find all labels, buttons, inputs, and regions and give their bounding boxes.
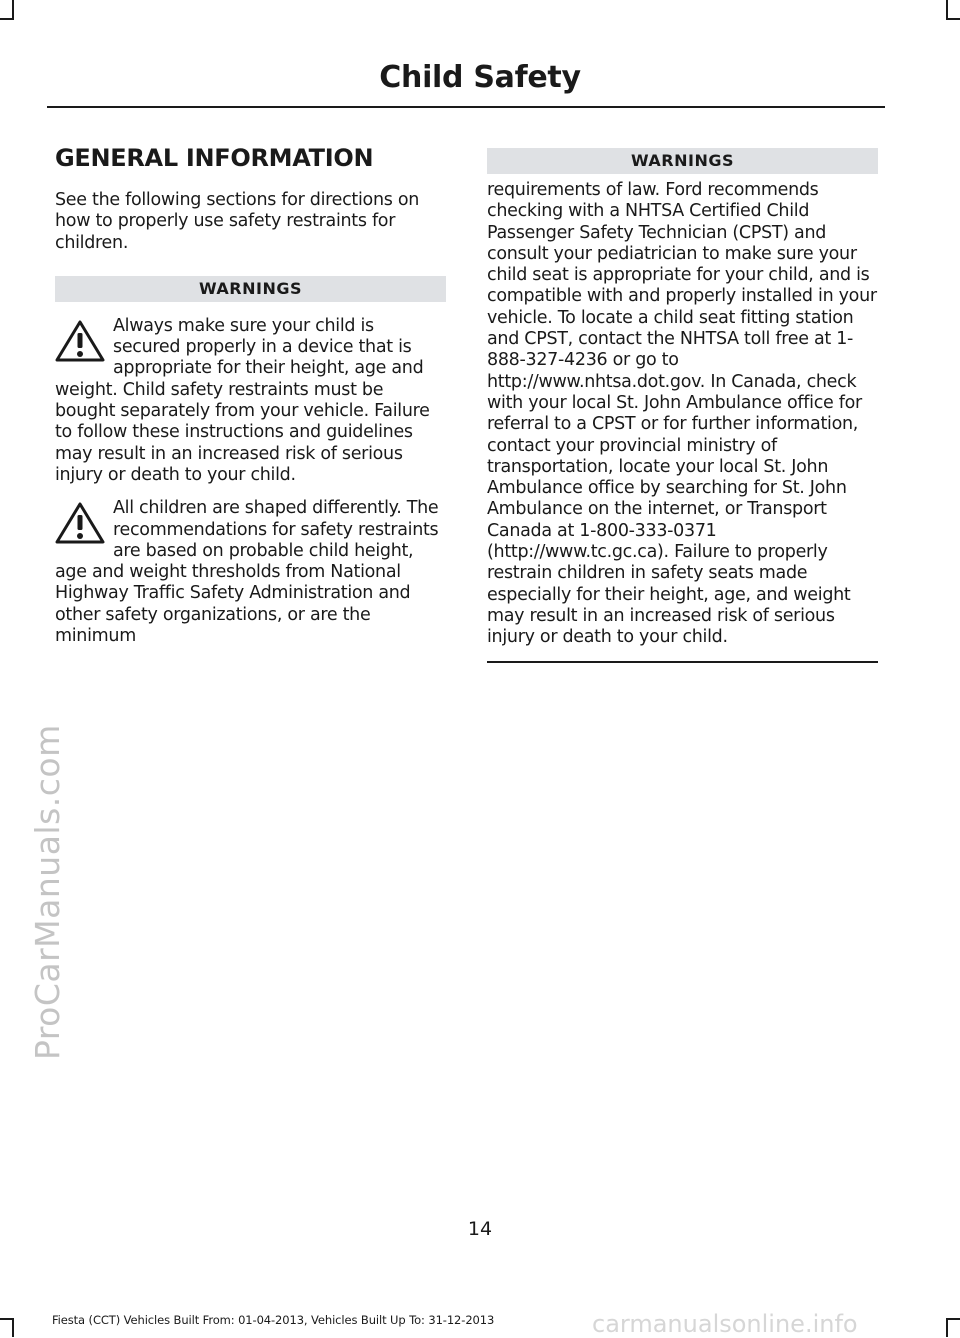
- warning-item: [55, 498, 446, 647]
- footer-text: Fiesta (CCT) Vehicles Built From: 01-04-2013, Vehicles Built Up To: 31-12-2013: [52, 1313, 495, 1327]
- crop-mark: [946, 1318, 948, 1337]
- crop-mark: [12, 0, 14, 18]
- left-column: [55, 144, 446, 647]
- warnings-banner: WARNINGS: [487, 148, 878, 174]
- crop-mark: [946, 1318, 960, 1320]
- section-heading: GENERAL INFORMATION: [55, 144, 374, 172]
- crop-mark: [946, 0, 948, 18]
- intro-paragraph: See the following sections for directions on how to properly use safety restraints for children.: [55, 190, 420, 253]
- header-divider: [47, 106, 885, 108]
- crop-mark: [12, 1318, 14, 1337]
- page-title: Child Safety: [379, 60, 581, 95]
- crop-mark: [0, 18, 14, 20]
- page-number: 14: [467, 1218, 493, 1240]
- watermark: ProCarManuals.com: [28, 724, 67, 1060]
- warning-triangle-icon: [55, 502, 105, 544]
- watermark-corner: carmanualsonline.info: [592, 1310, 858, 1338]
- crop-mark: [946, 18, 960, 20]
- warnings-end-divider: [487, 661, 878, 663]
- warnings-banner: WARNINGS: [55, 276, 446, 302]
- warning-item: [55, 316, 446, 486]
- warning-continued-text: requirements of law. Ford recommends checking with a NHTSA Certified Child Passenger Safety Technician (CPST) and consult your pediatrician to make sure your child seat is appropriate for your child, and is compatible with and properly installed in your vehicle. To locate a child seat fitting station and CPST, contact the NHTSA toll free at 1-888-327-4236 or go to http://www.nhtsa.dot.gov. In Canada, check with your local St. John Ambulance office for referral to a CPST or for further information, contact your provincial ministry of transportation, locate your local St. John Ambulance office by searching for St. John Ambulance on the internet, or Transport Canada at 1-800-333-0371 (http://www.tc.gc.ca). Failure to properly restrain children in safety seats made especially for their height, age, and weight may result in an increased risk of serious injury or death to your child.: [487, 180, 877, 648]
- warning-text: All children are shaped differently. The recommendations for safety restraints are based on probable child height, age and weight thresholds from National Highway Traffic Safety Administration and other safety organizations, or are the minimum: [55, 498, 439, 647]
- right-column: [487, 148, 878, 663]
- warning-triangle-icon: [55, 320, 105, 362]
- warning-text: Always make sure your child is secured properly in a device that is appropriate for their height, age and weight. Child safety restraints must be bought separately from your vehicle. Failure to follow these instructions and guidelines may result in an increased risk of serious injury or death to your child.: [55, 315, 430, 485]
